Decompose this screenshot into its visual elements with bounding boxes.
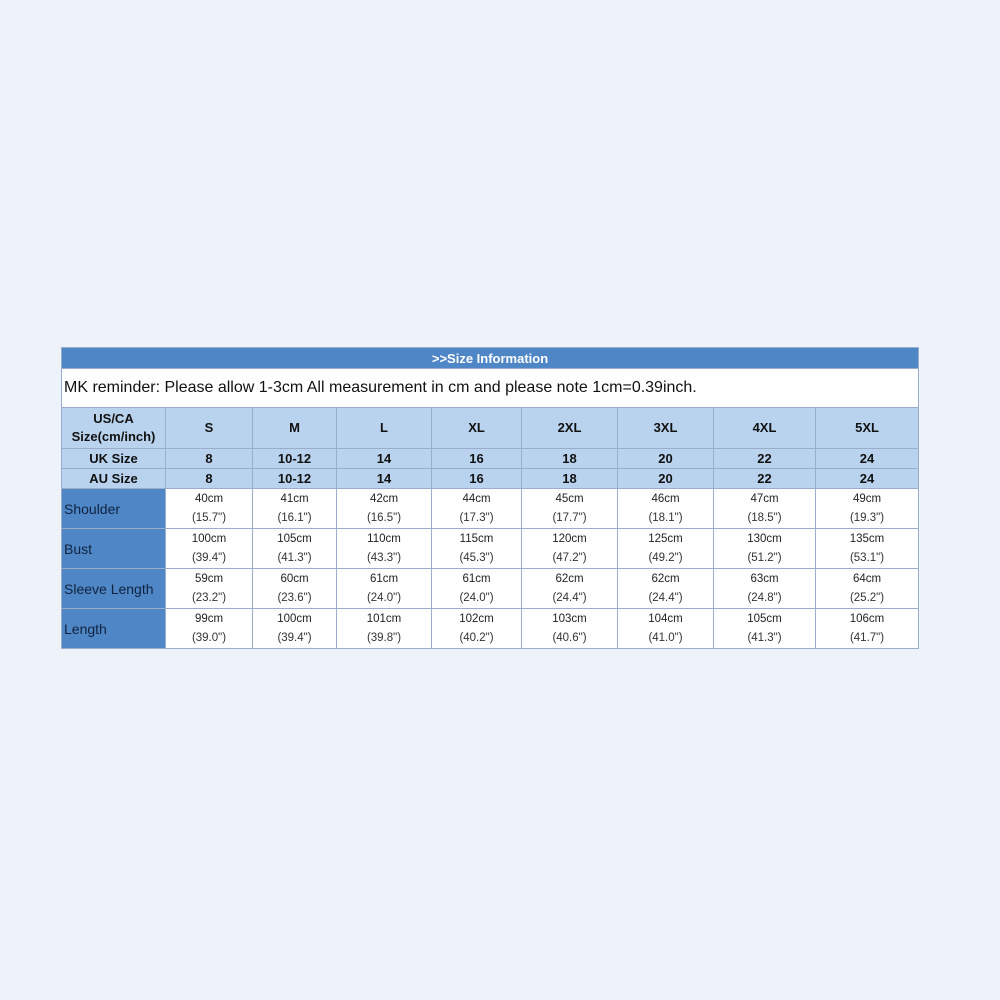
size-cell: 2XL <box>522 408 618 449</box>
measurement-cell <box>522 489 618 529</box>
measurement-cell <box>253 529 337 569</box>
uk-size-cell: 14 <box>337 449 432 469</box>
measurement-label: Bust <box>62 529 166 569</box>
measurement-inch: (40.2") <box>459 631 494 644</box>
measurement-inch: (41.0") <box>648 631 683 644</box>
measurement-cm: 106cm <box>849 612 885 625</box>
au-size-cell: 10-12 <box>253 469 337 489</box>
size-table <box>61 347 919 649</box>
measurement-inch: (39.4") <box>191 551 227 564</box>
measurement-inch: (45.3") <box>459 551 494 564</box>
measurement-cm: 59cm <box>194 572 224 585</box>
au-size-cell: 24 <box>816 469 919 489</box>
measurement-cm: 105cm <box>747 612 782 625</box>
measurement-cell <box>522 569 618 609</box>
measurement-cell <box>253 569 337 609</box>
measurement-inch: (19.3") <box>849 511 885 524</box>
measurement-cm: 63cm <box>750 572 779 585</box>
reminder-text: MK reminder: Please allow 1-3cm All measurement in cm and please note 1cm=0.39inch. <box>62 369 919 408</box>
measurement-inch: (51.2") <box>747 551 782 564</box>
measurement-row <box>62 609 919 649</box>
measurement-inch: (41.7") <box>849 631 885 644</box>
uk-size-cell: 8 <box>166 449 253 469</box>
measurement-cell <box>253 609 337 649</box>
measurement-inch: (39.8") <box>366 631 402 644</box>
measurement-inch: (23.2") <box>191 591 227 604</box>
measurement-inch: (24.0") <box>366 591 402 604</box>
measurement-inch: (39.4") <box>277 631 312 644</box>
au-size-label: AU Size <box>62 469 166 489</box>
measurement-cell <box>714 489 816 529</box>
au-size-row <box>62 469 919 489</box>
measurement-cell <box>432 609 522 649</box>
measurement-cm: 103cm <box>552 612 587 625</box>
measurement-cell <box>432 569 522 609</box>
measurement-cell <box>816 489 919 529</box>
measurement-cm: 100cm <box>191 532 227 545</box>
measurement-cell <box>337 529 432 569</box>
size-cell: XL <box>432 408 522 449</box>
measurement-cell <box>522 609 618 649</box>
measurement-inch: (17.3") <box>459 511 494 524</box>
measurement-inch: (24.0") <box>459 591 494 604</box>
measurement-inch: (24.4") <box>648 591 683 604</box>
measurement-inch: (53.1") <box>849 551 885 564</box>
measurement-inch: (15.7") <box>191 511 227 524</box>
us-size-label-line2: Size(cm/inch) <box>71 429 156 444</box>
uk-size-cell: 10-12 <box>253 449 337 469</box>
measurement-cm: 99cm <box>194 612 224 625</box>
measurement-cm: 64cm <box>852 572 882 585</box>
uk-size-cell: 22 <box>714 449 816 469</box>
size-cell: 3XL <box>618 408 714 449</box>
measurement-cm: 125cm <box>648 532 683 545</box>
measurement-inch: (47.2") <box>552 551 587 564</box>
measurement-cm: 44cm <box>462 492 491 505</box>
measurement-inch: (49.2") <box>648 551 683 564</box>
measurement-inch: (18.1") <box>648 511 683 524</box>
measurement-cell <box>618 529 714 569</box>
size-cell: L <box>337 408 432 449</box>
measurement-label: Length <box>62 609 166 649</box>
uk-size-label: UK Size <box>62 449 166 469</box>
measurement-inch: (24.4") <box>552 591 587 604</box>
measurement-inch: (23.6") <box>277 591 312 604</box>
measurement-inch: (41.3") <box>747 631 782 644</box>
measurement-cell <box>522 529 618 569</box>
measurement-cell <box>714 569 816 609</box>
measurement-cm: 46cm <box>651 492 680 505</box>
measurement-cell <box>253 489 337 529</box>
au-size-cell: 20 <box>618 469 714 489</box>
measurement-cm: 102cm <box>459 612 494 625</box>
measurement-cm: 62cm <box>651 572 680 585</box>
us-size-label-line1: US/CA <box>93 411 134 426</box>
measurement-cm: 110cm <box>367 532 401 545</box>
size-chart <box>61 347 918 649</box>
measurement-cm: 41cm <box>280 492 309 505</box>
measurement-cm: 105cm <box>277 532 312 545</box>
measurement-cell <box>166 569 253 609</box>
measurement-cell <box>618 489 714 529</box>
measurement-cm: 42cm <box>369 492 399 505</box>
measurement-inch: (41.3") <box>277 551 312 564</box>
measurement-cm: 135cm <box>849 532 885 545</box>
size-cell: 5XL <box>816 408 919 449</box>
us-size-row <box>62 408 919 449</box>
measurement-inch: (18.5") <box>747 511 782 524</box>
measurement-inch: (17.7") <box>552 511 587 524</box>
measurement-inch: (43.3") <box>366 551 402 564</box>
measurement-cm: 100cm <box>277 612 312 625</box>
measurement-cm: 40cm <box>194 492 224 505</box>
uk-size-cell: 16 <box>432 449 522 469</box>
measurement-label: Shoulder <box>62 489 166 529</box>
measurement-cell <box>618 609 714 649</box>
measurement-inch: (16.5") <box>366 511 402 524</box>
measurement-row <box>62 489 919 529</box>
size-cell: S <box>166 408 253 449</box>
title-row <box>62 348 919 369</box>
measurement-inch: (16.1") <box>277 511 312 524</box>
measurement-cell <box>166 529 253 569</box>
measurement-cm: 49cm <box>852 492 882 505</box>
au-size-cell: 16 <box>432 469 522 489</box>
measurement-inch: (24.8") <box>747 591 782 604</box>
measurement-cm: 120cm <box>552 532 587 545</box>
au-size-cell: 22 <box>714 469 816 489</box>
measurement-inch: (25.2") <box>849 591 885 604</box>
uk-size-row <box>62 449 919 469</box>
reminder-row <box>62 369 919 408</box>
measurement-label: Sleeve Length <box>62 569 166 609</box>
measurement-cell <box>714 529 816 569</box>
measurement-cm: 47cm <box>750 492 779 505</box>
measurement-inch: (39.0") <box>191 631 227 644</box>
uk-size-cell: 24 <box>816 449 919 469</box>
measurement-row <box>62 529 919 569</box>
size-cell: 4XL <box>714 408 816 449</box>
measurement-cell <box>166 609 253 649</box>
measurement-cell <box>337 569 432 609</box>
measurement-cell <box>432 489 522 529</box>
measurement-cell <box>816 529 919 569</box>
au-size-cell: 18 <box>522 469 618 489</box>
measurement-cm: 61cm <box>369 572 399 585</box>
uk-size-cell: 18 <box>522 449 618 469</box>
measurement-cm: 104cm <box>648 612 683 625</box>
measurement-row <box>62 569 919 609</box>
au-size-cell: 8 <box>166 469 253 489</box>
measurement-cell <box>337 609 432 649</box>
measurement-cm: 101cm <box>366 612 402 625</box>
measurement-cm: 130cm <box>747 532 782 545</box>
size-cell: M <box>253 408 337 449</box>
table-title: >>Size Information <box>62 348 919 369</box>
measurement-cell <box>618 569 714 609</box>
measurement-cm: 115cm <box>459 532 494 545</box>
measurement-cell <box>432 529 522 569</box>
measurement-cm: 62cm <box>555 572 584 585</box>
measurement-cm: 61cm <box>462 572 491 585</box>
measurement-cell <box>816 569 919 609</box>
measurement-cell <box>714 609 816 649</box>
measurement-cm: 60cm <box>280 572 309 585</box>
measurement-inch: (40.6") <box>552 631 587 644</box>
au-size-cell: 14 <box>337 469 432 489</box>
measurement-cell <box>337 489 432 529</box>
measurement-cell <box>166 489 253 529</box>
uk-size-cell: 20 <box>618 449 714 469</box>
us-size-label <box>62 408 166 449</box>
measurement-cell <box>816 609 919 649</box>
measurement-cm: 45cm <box>555 492 584 505</box>
